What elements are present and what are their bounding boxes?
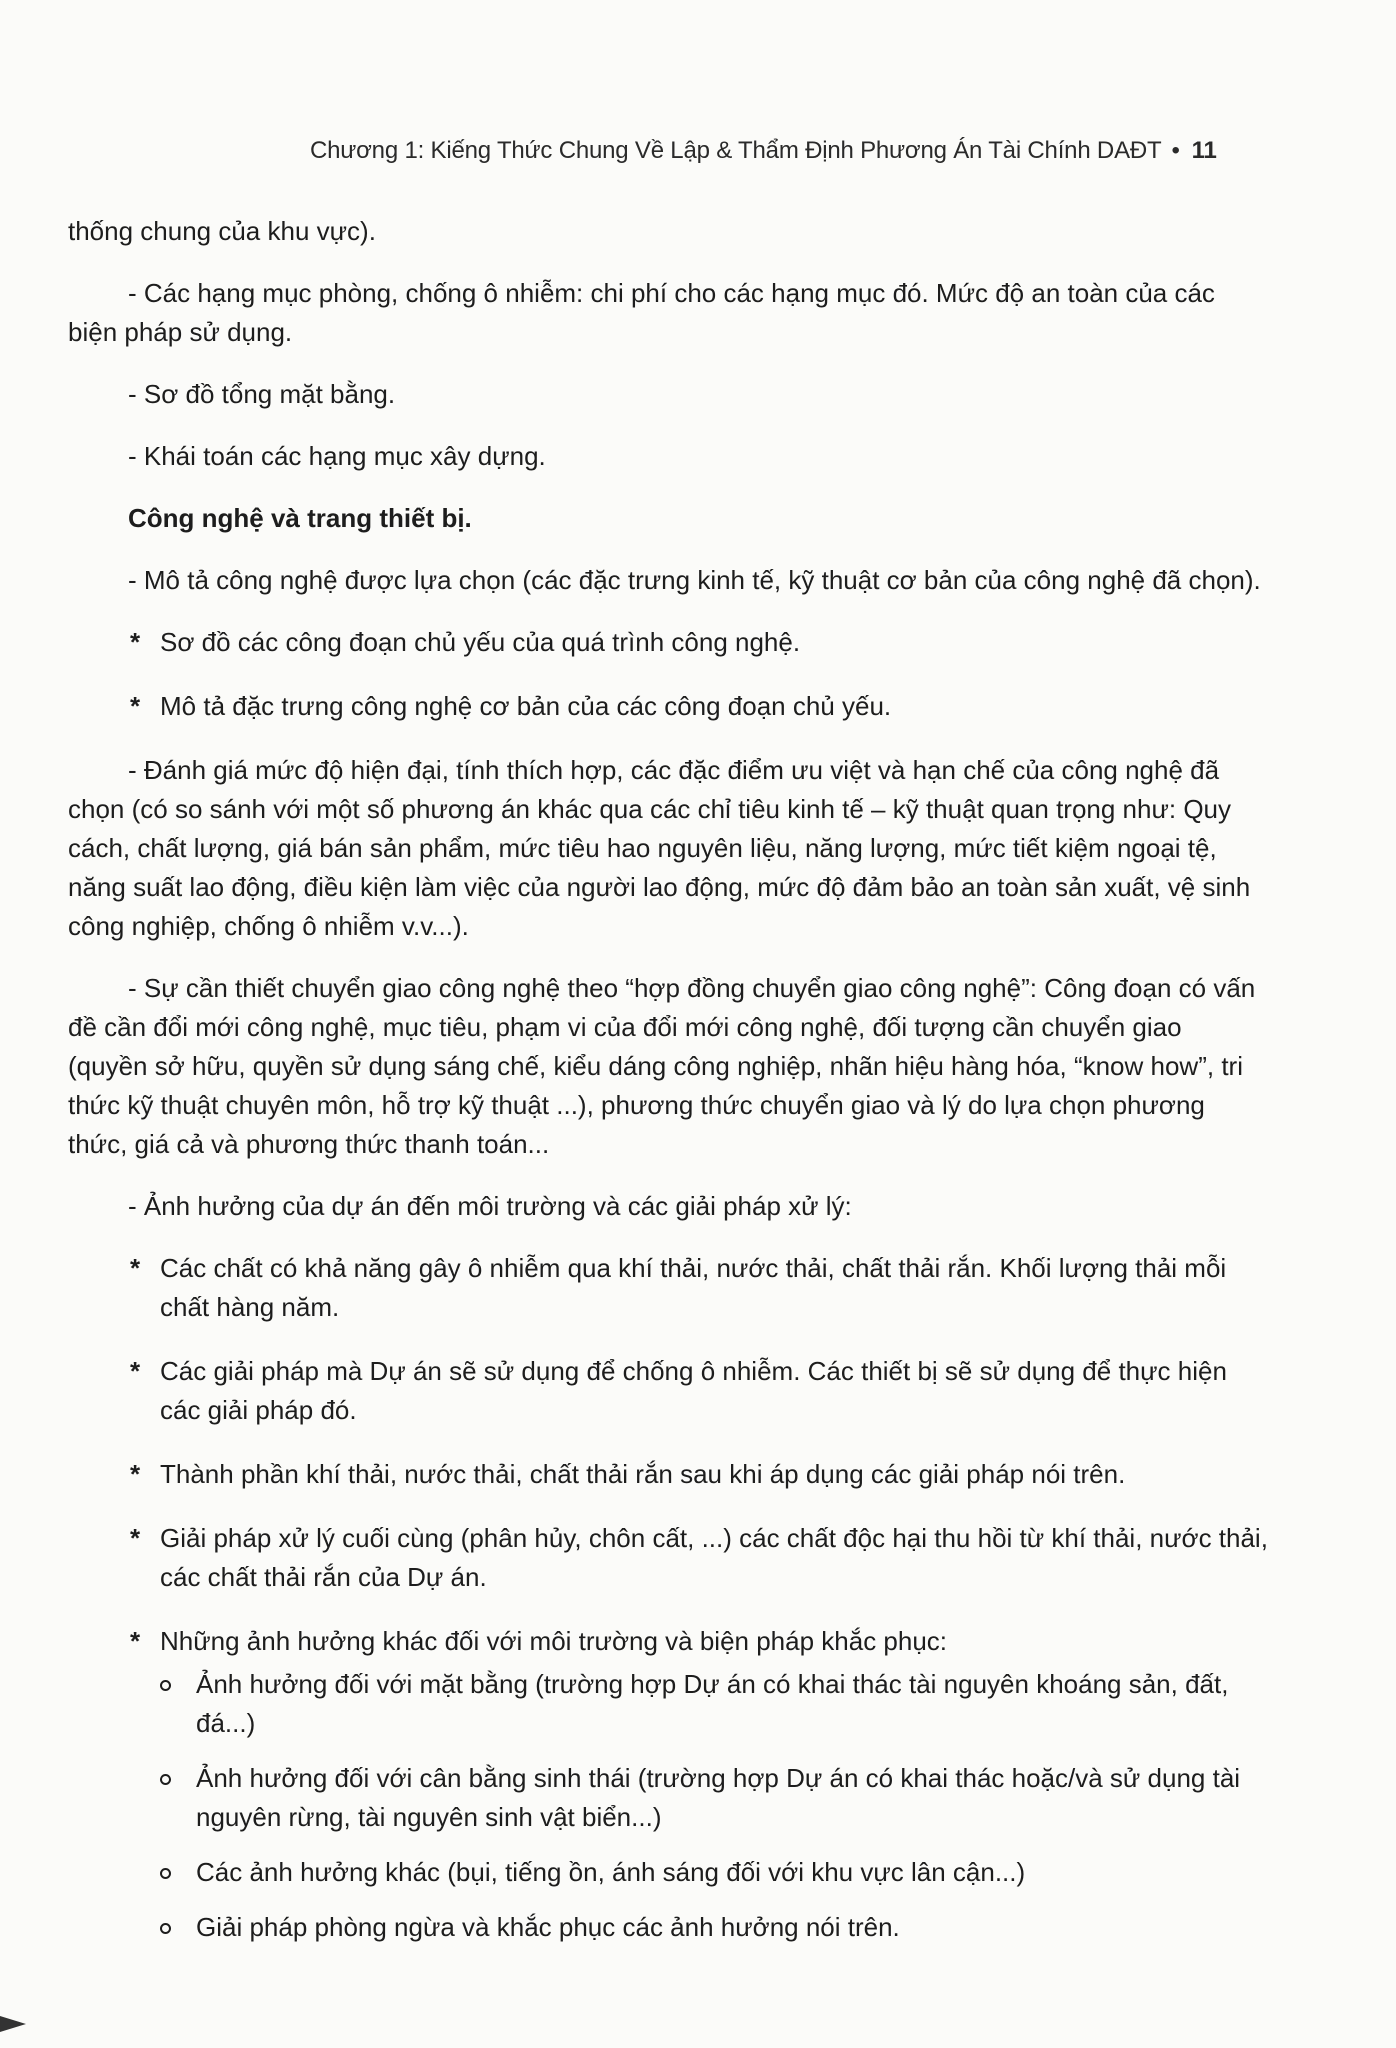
paragraph: - Đánh giá mức độ hiện đại, tính thích hợp, các đặc điểm ưu việt và hạn chế của công nghệ đã chọn (có so sánh với một số phương án khác qua các chỉ tiêu kinh tế – kỹ thuật quan trọng như: Quy cách, chất lượng, giá bán sản phẩm, mức tiêu hao nguyên liệu, năng lượng, mức tiết kiệm ngoại tệ, năng suất lao động, điều kiện làm việc của người lao động, mức độ đảm bảo an toàn sản xuất, vệ sinh công nghiệp, chống ô nhiễm v.v...). bbox=[68, 755, 1251, 941]
list-item-text: Những ảnh hưởng khác đối với môi trường và biện pháp khắc phục: bbox=[160, 1626, 948, 1656]
sub-list-item-text: Các ảnh hưởng khác (bụi, tiếng ồn, ánh sáng đối với khu vực lân cận...) bbox=[196, 1857, 1026, 1887]
sub-list-item bbox=[160, 1908, 1268, 1947]
list-item bbox=[68, 1622, 1268, 1947]
paragraph: - Khái toán các hạng mục xây dựng. bbox=[128, 441, 546, 471]
circle-bullet-icon bbox=[160, 1868, 171, 1879]
asterisk-bullet: * bbox=[130, 1356, 141, 1386]
paragraph: - Sự cần thiết chuyển giao công nghệ theo “hợp đồng chuyển giao công nghệ”: Công đoạn có vấn đề cần đổi mới công nghệ, mục tiêu, phạm vi của đổi mới công nghệ, đối tượng cần chuyển giao (quyền sở hữu, quyền sử dụng sáng chế, kiểu dáng công nghiệp, nhãn hiệu hàng hóa, “know how”, tri thức kỹ thuật chuyên môn, hỗ trợ kỹ thuật ...), phương thức chuyển giao và lý do lựa chọn phương thức, giá cả và phương thức thanh toán... bbox=[68, 973, 1256, 1159]
list-item bbox=[68, 1519, 1268, 1597]
page-edge-marker-icon bbox=[0, 2016, 26, 2032]
sub-list-item bbox=[160, 1853, 1268, 1892]
list-item-text: Thành phần khí thải, nước thải, chất thải rắn sau khi áp dụng các giải pháp nói trên. bbox=[160, 1459, 1126, 1489]
asterisk-bullet: * bbox=[130, 1459, 141, 1489]
circle-bullet-icon bbox=[160, 1680, 171, 1691]
paragraph: - Mô tả công nghệ được lựa chọn (các đặc trưng kinh tế, kỹ thuật cơ bản của công nghệ đã chọn). bbox=[128, 565, 1261, 595]
list-item-text: Các giải pháp mà Dự án sẽ sử dụng để chống ô nhiễm. Các thiết bị sẽ sử dụng để thực hiện các giải pháp đó. bbox=[160, 1356, 1227, 1425]
sub-list-item bbox=[160, 1665, 1268, 1743]
list-item-text: Sơ đồ các công đoạn chủ yếu của quá trình công nghệ. bbox=[160, 627, 801, 657]
page-number: 11 bbox=[1191, 137, 1217, 164]
sub-list-item bbox=[160, 1759, 1268, 1837]
paragraph: - Ảnh hưởng của dự án đến môi trường và các giải pháp xử lý: bbox=[128, 1191, 852, 1221]
sub-list-item-text: Ảnh hưởng đối với cân bằng sinh thái (trường hợp Dự án có khai thác hoặc/và sử dụng tài nguyên rừng, tài nguyên sinh vật biển...) bbox=[196, 1763, 1241, 1832]
circle-bullet-icon bbox=[160, 1774, 171, 1785]
section-heading: Công nghệ và trang thiết bị. bbox=[128, 503, 472, 533]
sub-list-item-text: Giải pháp phòng ngừa và khắc phục các ảnh hưởng nói trên. bbox=[196, 1912, 900, 1942]
list-item-text: Mô tả đặc trưng công nghệ cơ bản của các công đoạn chủ yếu. bbox=[160, 691, 892, 721]
asterisk-bullet: * bbox=[130, 1253, 141, 1283]
paragraph: - Các hạng mục phòng, chống ô nhiễm: chi phí cho các hạng mục đó. Mức độ an toàn của các biện pháp sử dụng. bbox=[68, 278, 1215, 347]
list-item-text: Giải pháp xử lý cuối cùng (phân hủy, chôn cất, ...) các chất độc hại thu hồi từ khí thải, nước thải, các chất thải rắn của Dự án. bbox=[160, 1523, 1268, 1592]
sub-list-item-text: Ảnh hưởng đối với mặt bằng (trường hợp Dự án có khai thác tài nguyên khoáng sản, đất, đá...) bbox=[196, 1669, 1229, 1738]
sub-list bbox=[160, 1665, 1268, 1947]
list-item bbox=[68, 687, 1268, 726]
header-separator: • bbox=[1171, 137, 1180, 164]
asterisk-bullet: * bbox=[130, 1523, 141, 1553]
list-item bbox=[68, 1249, 1268, 1327]
page-body bbox=[68, 212, 1268, 1972]
circle-bullet-icon bbox=[160, 1923, 171, 1934]
list-item bbox=[68, 1352, 1268, 1430]
list-item bbox=[68, 1455, 1268, 1494]
asterisk-bullet: * bbox=[130, 691, 141, 721]
paragraph: thống chung của khu vực). bbox=[68, 216, 376, 246]
running-header bbox=[310, 136, 1260, 166]
paragraph: - Sơ đồ tổng mặt bằng. bbox=[128, 379, 396, 409]
asterisk-bullet: * bbox=[130, 627, 141, 657]
running-title: Chương 1: Kiếng Thức Chung Về Lập & Thẩm Định Phương Án Tài Chính DAĐT bbox=[310, 137, 1162, 164]
list-item bbox=[68, 623, 1268, 662]
asterisk-bullet: * bbox=[130, 1626, 141, 1656]
list-item-text: Các chất có khả năng gây ô nhiễm qua khí thải, nước thải, chất thải rắn. Khối lượng thải mỗi chất hàng năm. bbox=[160, 1253, 1227, 1322]
